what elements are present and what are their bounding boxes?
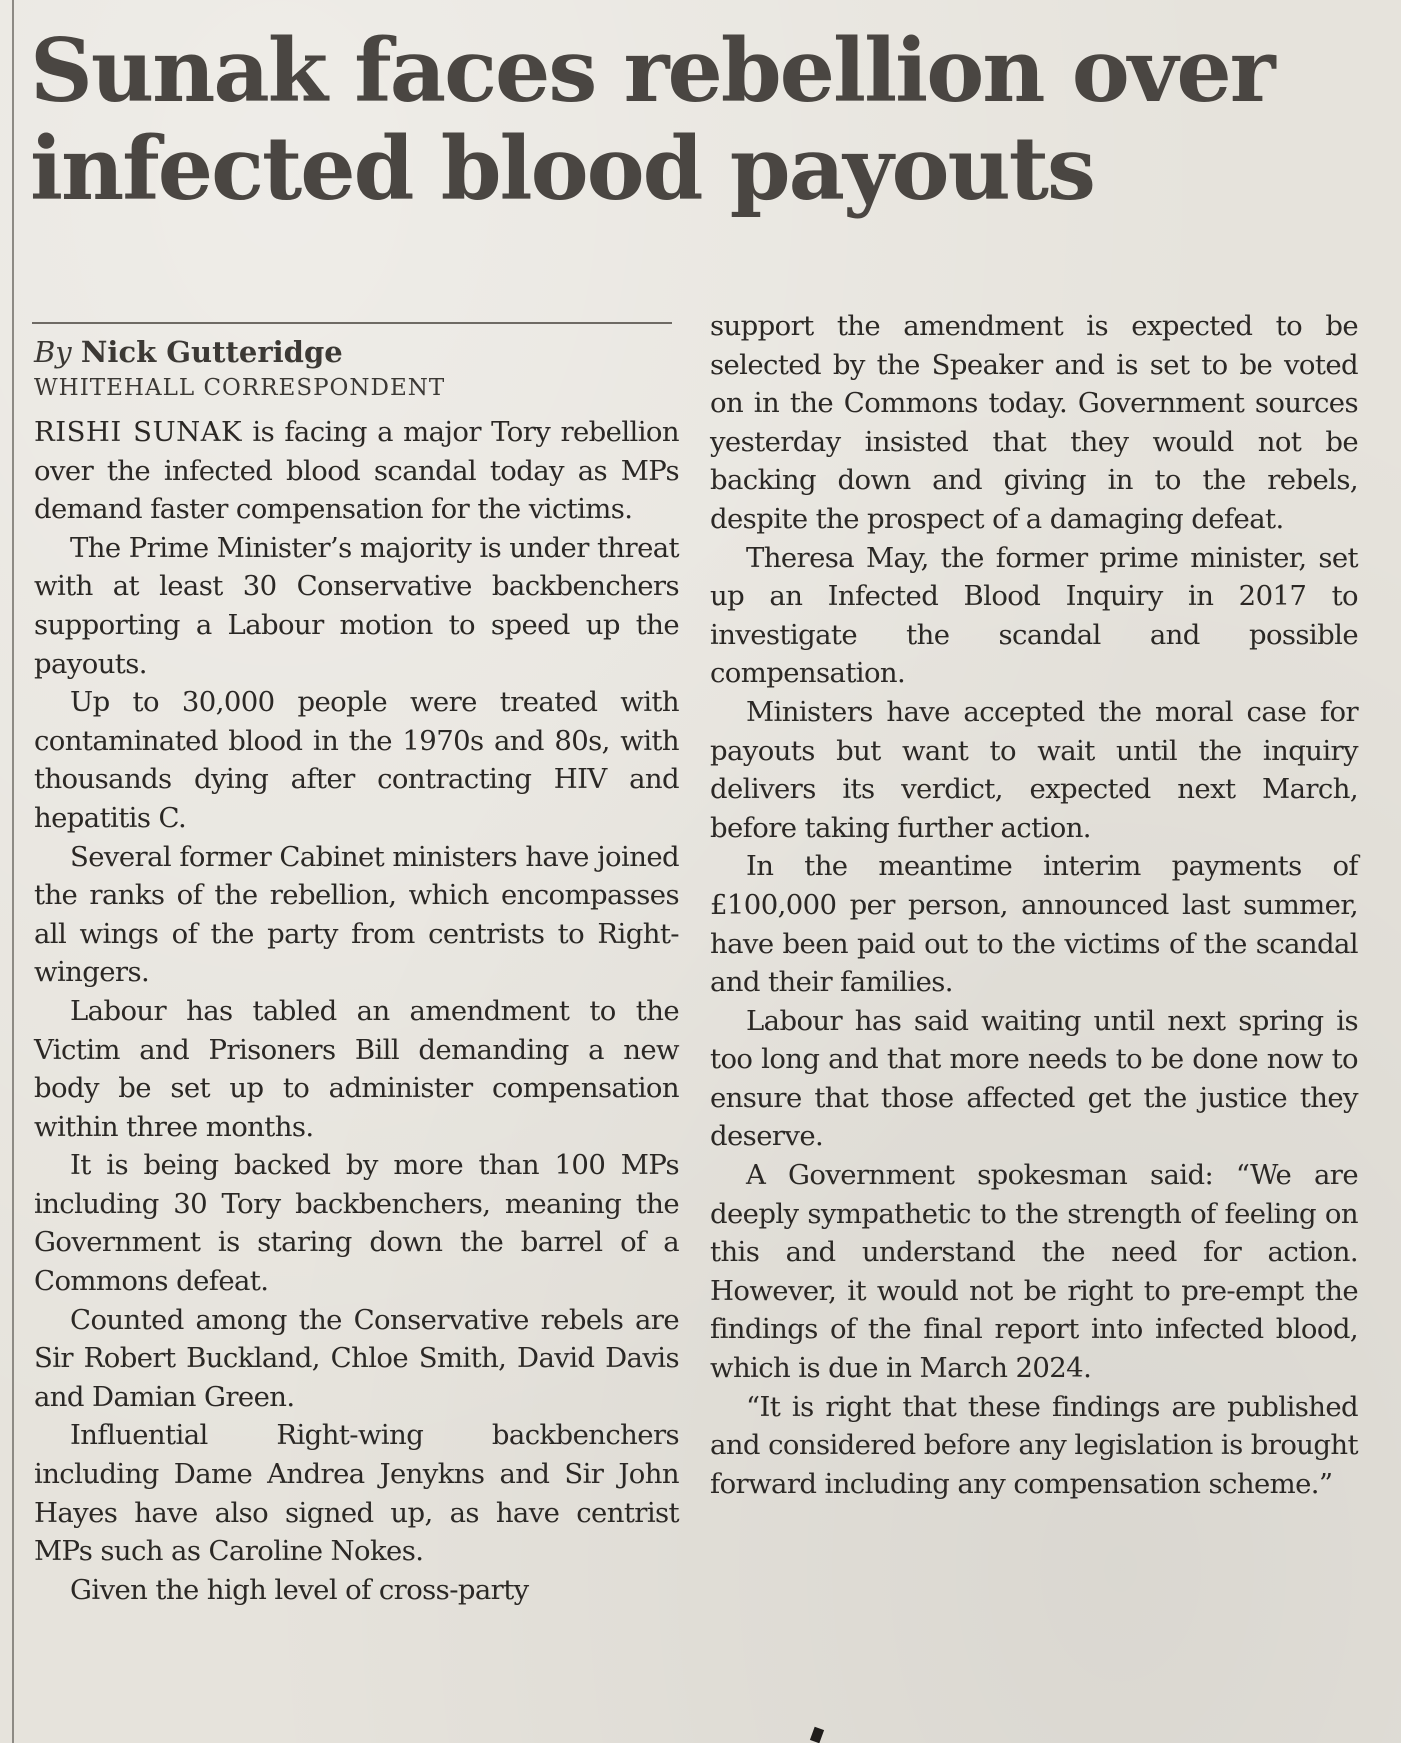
article-paragraph: It is being backed by more than 100 MPs including 30 Tory backbenchers, meaning the Government is staring down the barrel of a Commons defeat. (34, 1149, 679, 1298)
article-paragraph: “It is right that these findings are published and considered before any legislation is brought forward including any compensation scheme.” (710, 1390, 1358, 1500)
byline-author: Nick Gutteridge (80, 335, 343, 369)
ink-speck (810, 1727, 824, 1743)
lead-caps: RISHI SUNAK (34, 416, 243, 448)
byline (34, 333, 679, 371)
article-paragraph: Ministers have accepted the moral case for payouts but want to wait until the inquiry delivers its verdict, expected next March, before taking further action. (710, 695, 1358, 844)
column-rule (12, 0, 14, 1743)
article-paragraph: Labour has said waiting until next spring is too long and that more needs to be done now to ensure that those affected get the justice they deserve. (710, 1004, 1358, 1153)
article-column-right (710, 307, 1358, 1503)
article-paragraph: Up to 30,000 people were treated with contaminated blood in the 1970s and 80s, with thousands dying after contracting HIV and hepatitis C. (34, 686, 679, 834)
article-paragraph: In the meantime interim payments of £100,000 per person, announced last summer, have been paid out to the victims of the scandal and their families. (710, 850, 1358, 999)
lead-text: is facing a major Tory rebellion over the infected blood scandal today as MPs demand faster compensation for the victims. (34, 416, 679, 526)
article-continuation: support the amendment is expected to be selected by the Speaker and is set to be voted on in the Commons today. Government sources yesterday insisted that they would not be backing down and giving in to the rebels, despite the prospect of a damaging defeat. (710, 310, 1358, 535)
article-paragraph: A Government spokesman said: “We are deeply sympathetic to the strength of feeling on this and understand the need for action. However, it would not be right to pre-empt the findings of the final report into infected blood, which is due in March 2024. (710, 1159, 1358, 1385)
byline-role: WHITEHALL CORRESPONDENT (34, 375, 446, 401)
article-paragraph: The Prime Minister’s majority is under threat with at least 30 Conservative backbenchers supporting a Labour motion to speed up the payouts. (34, 531, 679, 680)
article-paragraph: Given the high level of cross-party (70, 1573, 529, 1606)
article-paragraph: Theresa May, the former prime minister, set up an Infected Blood Inquiry in 2017 to investigate the scandal and possible compensation. (710, 541, 1358, 690)
byline-divider (32, 322, 672, 324)
article-paragraph: Several former Cabinet ministers have joined the ranks of the rebellion, which encompasses all wings of the party from centrists to Right-wingers. (34, 840, 679, 989)
article-paragraph: Counted among the Conservative rebels are Sir Robert Buckland, Chloe Smith, David Davis and Damian Green. (34, 1303, 679, 1413)
article-paragraph: Influential Right-wing backbenchers including Dame Andrea Jenykns and Sir John Hayes have also signed up, as have centrist MPs such as Caroline Nokes. (34, 1419, 679, 1568)
headline: Sunak faces rebellion over infected blood payouts (30, 19, 1274, 220)
article-column-left (34, 333, 679, 1609)
article-lead-paragraph (34, 413, 679, 529)
byline-prefix: By (34, 335, 72, 369)
article-paragraph: Labour has tabled an amendment to the Victim and Prisoners Bill demanding a new body be set up to administer compensation within three months. (34, 994, 679, 1143)
